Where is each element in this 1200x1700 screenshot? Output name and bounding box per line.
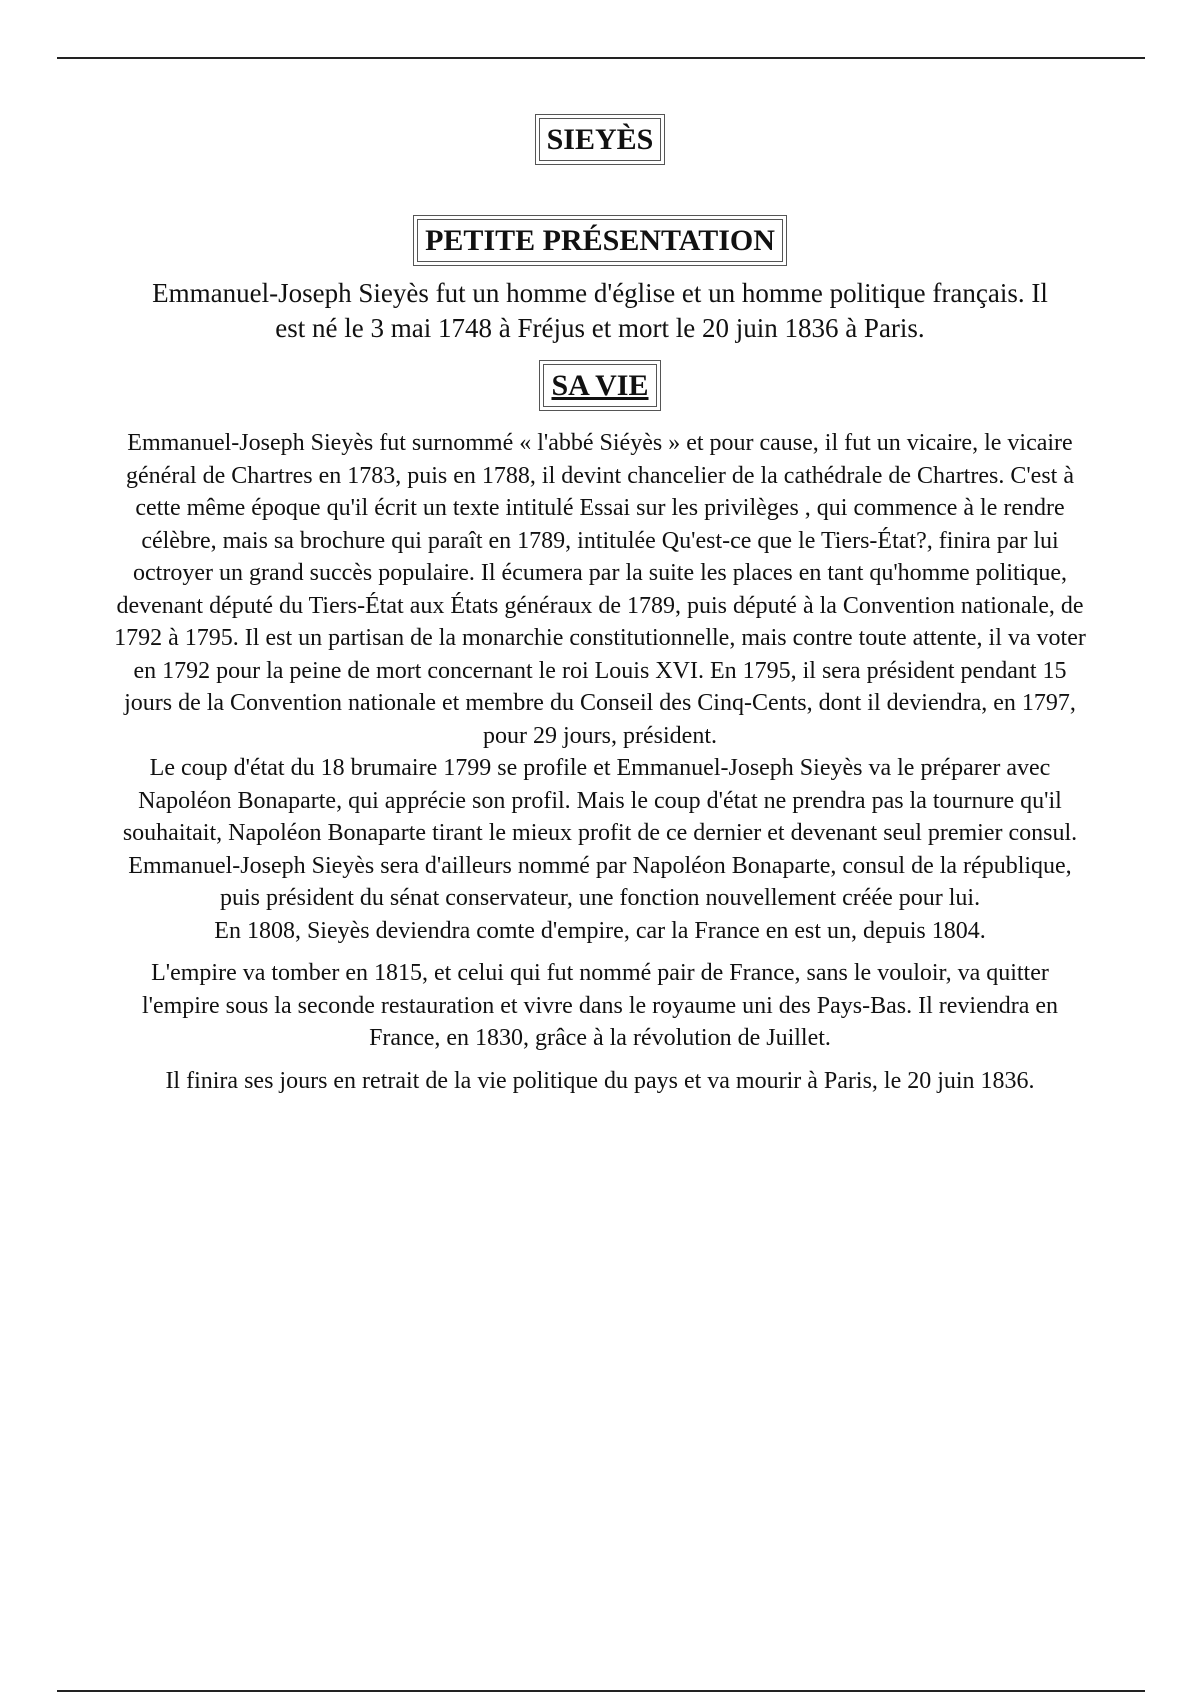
vie-heading-box bbox=[539, 360, 660, 411]
vie-paragraph-1: Emmanuel-Joseph Sieyès fut surnommé « l'abbé Siéyès » et pour cause, il fut un vicaire, le vicaire général de Chartres en 1783, puis en 1788, il devint chancelier de la cathédrale de Chartres. C'est à cette même époque qu'il écrit un texte intitulé Essai sur les privilèges , qui commence à le rendre célèbre, mais sa brochure qui paraît en 1789, intitulée Qu'est-ce que le Tiers-État?, finira par lui octroyer un grand succès populaire. Il écumera par la suite les places en tant qu'homme politique, devenant député du Tiers-État aux États généraux de 1789, puis député à la Convention nationale, de 1792 à 1795. Il est un partisan de la monarchie constitutionnelle, mais contre toute attente, il va voter en 1792 pour la peine de mort concernant le roi Louis XVI. En 1795, il sera président pendant 15 jours de la Convention nationale et membre du Conseil des Cinq-Cents, dont il deviendra, en 1797, pour 29 jours, président. bbox=[114, 430, 1086, 749]
document-page bbox=[110, 110, 1090, 1097]
vie-heading: SA VIE bbox=[551, 369, 649, 402]
document-title: SIEYÈS bbox=[539, 118, 662, 161]
vie-paragraph-5: Il finira ses jours en retrait de la vie politique du pays et va mourir à Paris, le 20 juin 1836. bbox=[165, 1067, 1035, 1094]
vie-heading-block bbox=[110, 360, 1090, 411]
vie-paragraph-3: En 1808, Sieyès deviendra comte d'empire, car la France en est un, depuis 1804. bbox=[214, 917, 986, 944]
title-block bbox=[110, 110, 1090, 165]
presentation-text: Emmanuel-Joseph Sieyès fut un homme d'église et un homme politique français. Il est né le 3 mai 1748 à Fréjus et mort le 20 juin 1836 à Paris. bbox=[152, 278, 1048, 343]
title-box bbox=[535, 114, 666, 165]
presentation-heading-block bbox=[110, 215, 1090, 266]
vie-paragraph-4: L'empire va tomber en 1815, et celui qui fut nommé pair de France, sans le vouloir, va quitter l'empire sous la seconde restauration et vivre dans le royaume uni des Pays-Bas. Il reviendra en France, en 1830, grâce à la révolution de Juillet. bbox=[141, 960, 1059, 1051]
bottom-rule bbox=[57, 1690, 1145, 1692]
top-rule bbox=[57, 57, 1145, 59]
presentation-heading: PETITE PRÉSENTATION bbox=[417, 219, 783, 262]
presentation-heading-box bbox=[413, 215, 787, 266]
vie-paragraph-2: Le coup d'état du 18 brumaire 1799 se profile et Emmanuel-Joseph Sieyès va le préparer avec Napoléon Bonaparte, qui apprécie son profil. Mais le coup d'état ne prendra pas la tournure qu'il souhaitait, Napoléon Bonaparte tirant le mieux profit de ce dernier et devenant seul premier consul. Emmanuel-Joseph Sieyès sera d'ailleurs nommé par Napoléon Bonaparte, consul de la république, puis président du sénat conservateur, une fonction nouvellement créée pour lui. bbox=[122, 755, 1078, 911]
vie-body bbox=[110, 427, 1090, 1097]
